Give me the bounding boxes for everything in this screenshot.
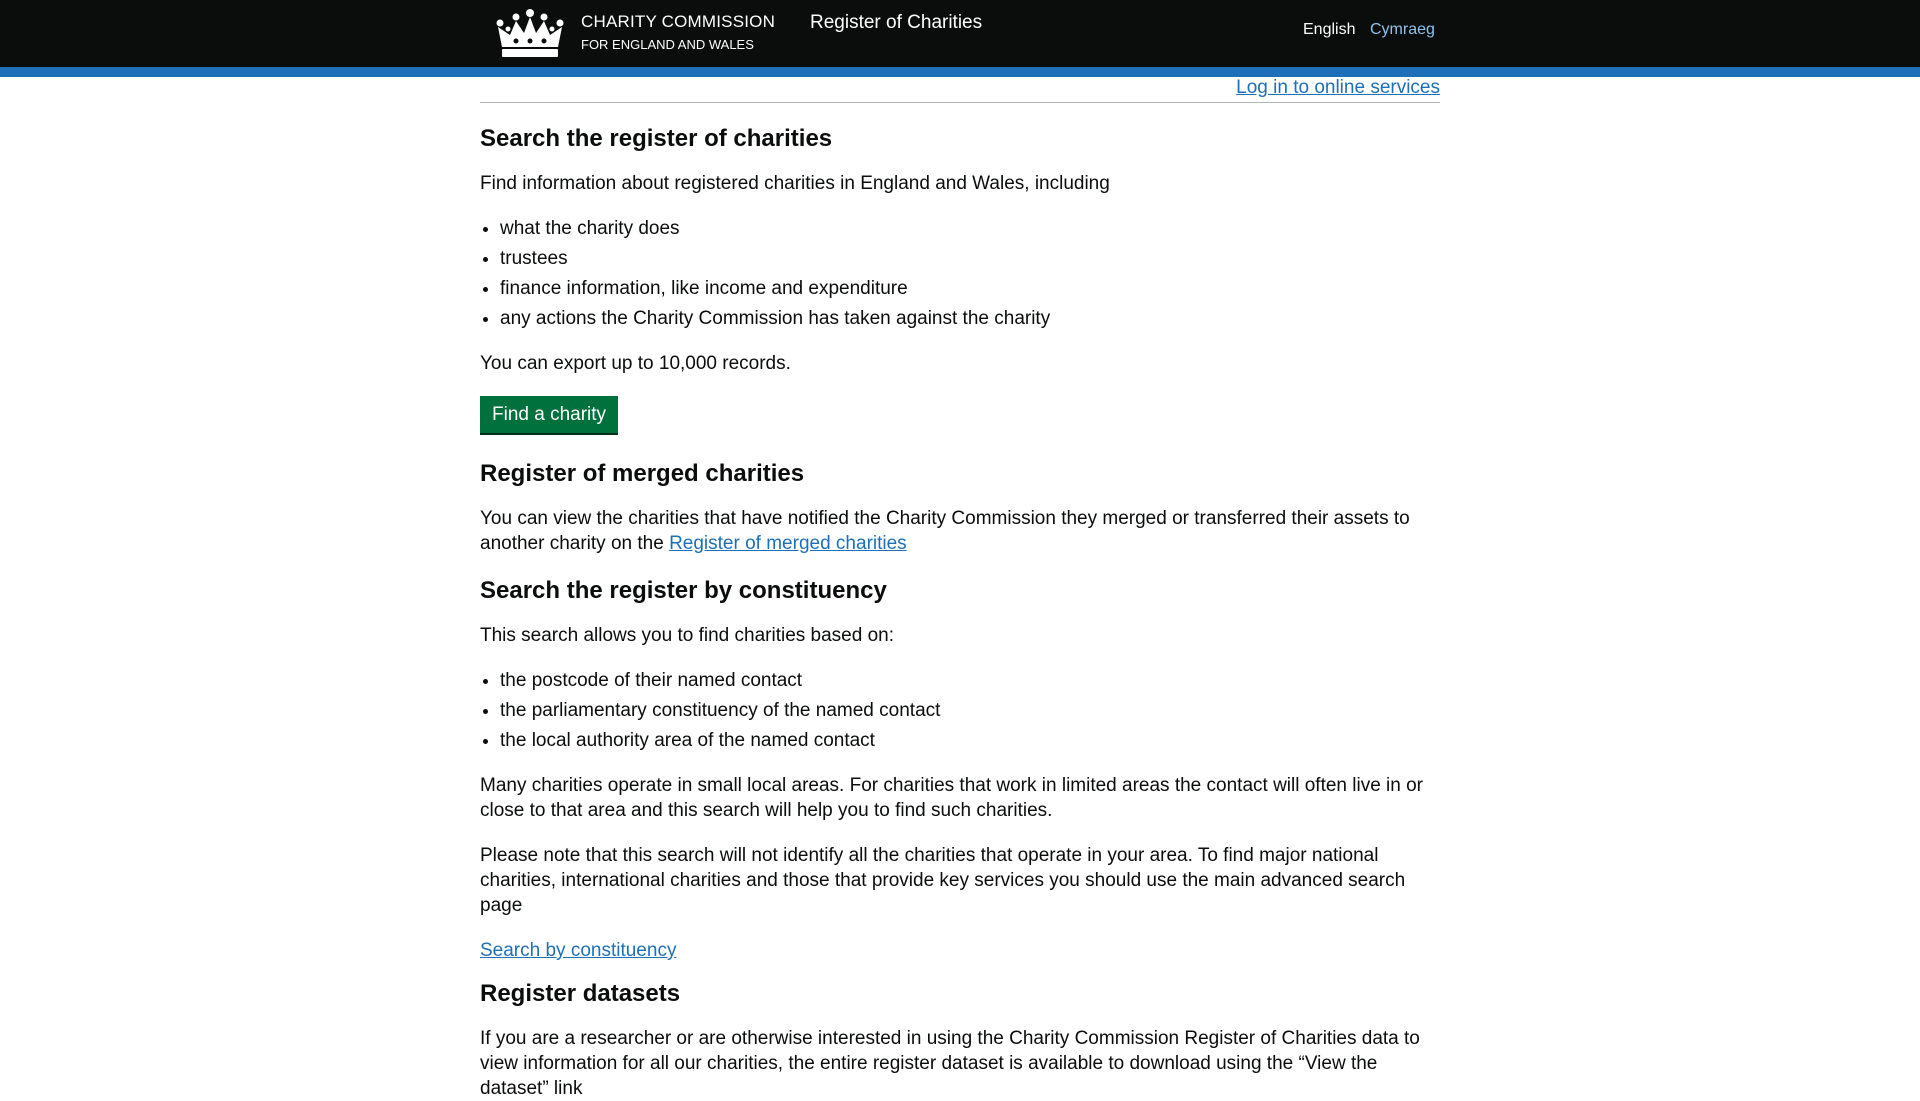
- org-subtitle[interactable]: FOR ENGLAND AND WALES: [581, 37, 754, 52]
- site-header: [0, 0, 1920, 67]
- org-name[interactable]: CHARITY COMMISSION: [581, 12, 776, 31]
- merged-charities-link[interactable]: Register of merged charities: [669, 533, 907, 554]
- merged-heading: Register of merged charities: [480, 460, 805, 487]
- find-a-charity-button[interactable]: Find a charity: [480, 396, 618, 433]
- language-english: English: [1303, 21, 1356, 38]
- constituency-para-1: Many charities operate in small local areas. For charities that work in limited areas the contact will often live in or close to that area and this search will help you to find such charities.: [480, 775, 1424, 821]
- list-item: • trustees: [500, 246, 1440, 271]
- main-content: [480, 77, 1440, 1101]
- login-row: [480, 77, 1440, 103]
- datasets-text: If you are a researcher or are otherwise interested in using the Charity Commission Register of Charities data to view information for all our charities, the entire register dataset is available to download using the “View the dataset” link: [480, 1028, 1420, 1099]
- constituency-intro: This search allows you to find charities based on:: [480, 625, 894, 646]
- language-welsh-link[interactable]: Cymraeg: [1370, 21, 1435, 38]
- constituency-heading: Search the register by constituency: [480, 577, 887, 604]
- header-accent-bar: [0, 67, 1920, 77]
- list-item: • what the charity does: [500, 216, 1440, 241]
- export-note: You can export up to 10,000 records.: [480, 353, 791, 374]
- list-item: • finance information, like income and expenditure: [500, 276, 1440, 301]
- search-intro: Find information about registered charities in England and Wales, including: [480, 173, 1110, 194]
- search-heading: Search the register of charities: [480, 125, 833, 152]
- search-bullet-list: [480, 216, 1440, 331]
- crown-icon: [494, 7, 566, 59]
- merged-text: You can view the charities that have notified the Charity Commission they merged or transferred their assets to another charity on the Register of merged charities: [480, 508, 1410, 554]
- list-item: • the local authority area of the named contact: [500, 728, 1440, 753]
- search-by-constituency-link[interactable]: Search by constituency: [480, 940, 677, 961]
- constituency-bullet-list: [480, 668, 1440, 753]
- constituency-para-2: Please note that this search will not identify all the charities that operate in your area. To find major national charities, international charities and those that provide key services you should use the main advanced search page: [480, 845, 1406, 916]
- list-item: • any actions the Charity Commission has taken against the charity: [500, 306, 1440, 331]
- list-item: • the parliamentary constituency of the named contact: [500, 698, 1440, 723]
- list-item: • the postcode of their named contact: [500, 668, 1440, 693]
- login-link[interactable]: Log in to online services: [1236, 77, 1440, 98]
- service-name[interactable]: Register of Charities: [810, 12, 983, 33]
- datasets-heading: Register datasets: [480, 980, 681, 1007]
